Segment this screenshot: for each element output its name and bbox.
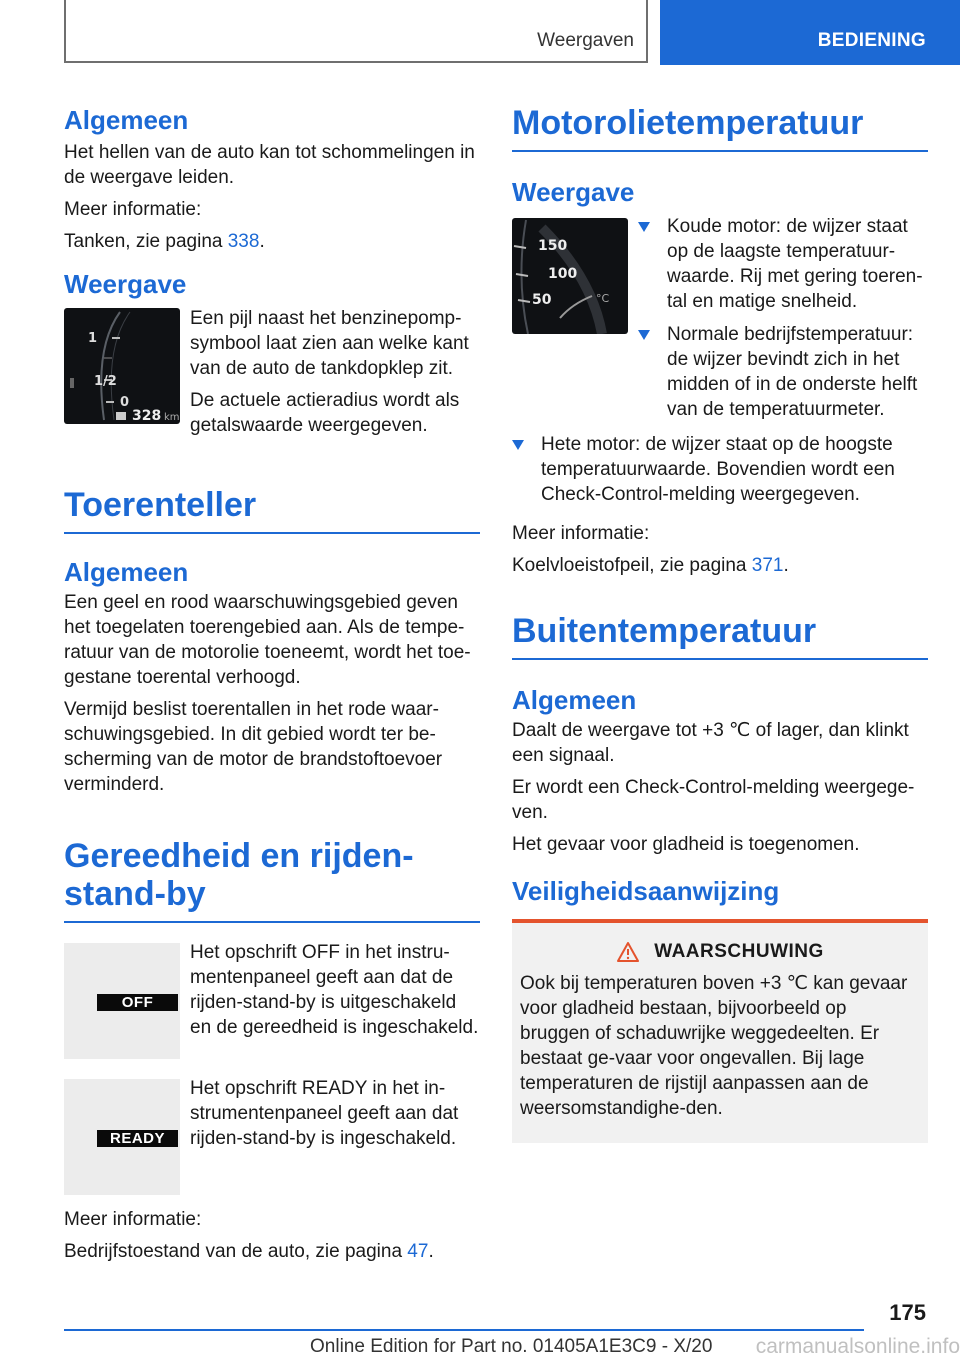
- list-item: [512, 432, 928, 507]
- range-paragraph: De actuele actieradius wordt als getalswaarde weergegeven.: [190, 390, 460, 436]
- page-link-47[interactable]: 47: [407, 1241, 429, 1262]
- header-section-title: Weergaven: [537, 30, 634, 51]
- range-value: 328: [132, 408, 162, 424]
- buiten-paragraph-2: Er wordt een Check-Control-melding weergege-ven.: [512, 777, 915, 823]
- ready-indicator-image: [64, 1079, 180, 1195]
- page-link-338[interactable]: 338: [227, 231, 260, 252]
- off-label: OFF: [97, 994, 178, 1011]
- range-unit: km: [164, 412, 180, 423]
- header-chapter-title: BEDIENING: [817, 30, 926, 51]
- gauge-label-half: 1/2: [94, 374, 117, 389]
- reference-text: Bedrijfstoestand van de auto, zie pagina: [64, 1241, 408, 1262]
- algemeen-heading: Algemeen: [64, 105, 189, 135]
- header-chapter-tab: [660, 0, 960, 65]
- motorolie-more-info: Meer informatie:: [512, 523, 650, 544]
- fuel-gauge-text: [180, 306, 480, 438]
- bullet-normal-temp: Normale bedrijfstemperatuur: de wijzer bevindt zich in het midden of in de onderste helft van de temperatuurmeter.: [667, 324, 918, 420]
- gereedheid-more-info: Meer informatie:: [64, 1209, 202, 1230]
- fuel-arrow-paragraph: Een pijl naast het benzinepomp-symbool laat zien aan welke kant van de auto de tankdopklep zit.: [190, 308, 469, 379]
- header-section-tab: [64, 0, 648, 63]
- off-indicator-image: [64, 943, 180, 1059]
- reference-text: Koelvloeistofpeil, zie pagina: [512, 555, 752, 576]
- buitentemperatuur-title: Buitentemperatuur: [512, 612, 928, 660]
- page-number: 175: [889, 1300, 926, 1325]
- warning-triangle-icon: [616, 941, 640, 963]
- gauge-label-empty: 0: [120, 395, 130, 410]
- reference-end: .: [428, 1241, 434, 1262]
- gereedheid-title-line-2: stand-by: [64, 875, 206, 913]
- oil-temperature-gauge-icon: [512, 218, 628, 334]
- toerenteller-sub-heading: Algemeen: [64, 557, 189, 587]
- watermark: carmanualsonline.info: [755, 1335, 960, 1358]
- off-paragraph: Het opschrift OFF in het instru-mentenpaneel geeft aan dat de rijden-stand-by is uitgeschakeld en de gereedheid is ingeschakeld.: [190, 942, 479, 1038]
- motorolie-title: Motorolietemperatuur: [512, 104, 928, 152]
- ready-paragraph: Het opschrift READY in het in-strumentenpaneel geeft aan dat rijden-stand-by is ingeschakeld.: [190, 1078, 459, 1149]
- off-text-block: [180, 940, 480, 1059]
- footer-edition: Online Edition for Part no. 01405A1E3C9 - X/20: [310, 1336, 713, 1357]
- buiten-paragraph-1: Daalt de weergave tot +3 ℃ of lager, dan klinkt een signaal.: [512, 720, 909, 766]
- fuel-gauge-block: [64, 306, 480, 438]
- koelvloeistof-reference: [512, 553, 928, 578]
- warning-text: Ook bij temperaturen boven +3 ℃ kan gevaar voor gladheid bestaan, bijvoorbeeld op bruggen of schaduwrijke weggedeelten. Er bestaat ge-vaar voor ongevallen. Bij lage temperaturen de rijstijl aanpassen aan de weersomstandighe-den.: [520, 973, 908, 1119]
- oil-bullet-list-nested: [638, 214, 928, 422]
- gauge-unit: °C: [596, 292, 610, 305]
- gauge-label-100: 100: [548, 266, 578, 282]
- reference-end: .: [783, 555, 789, 576]
- bullet-cold-engine: Koude motor: de wijzer staat op de laagste temperatuur-waarde. Rij met gering toeren-tal en matige snelheid.: [667, 216, 923, 312]
- triangle-bullet-icon: [512, 440, 524, 450]
- bedrijfstoestand-reference: [64, 1239, 480, 1264]
- page-link-371[interactable]: 371: [751, 555, 784, 576]
- ready-label: READY: [97, 1130, 178, 1147]
- warning-box: [512, 919, 928, 1143]
- footer-divider: [64, 1329, 864, 1331]
- warning-title: WAARSCHUWING: [654, 941, 824, 962]
- toerenteller-title: Toerenteller: [64, 486, 480, 534]
- ready-block: [64, 1079, 480, 1195]
- buiten-algemeen-heading: Algemeen: [512, 685, 637, 715]
- oil-bullet-list: [512, 432, 928, 507]
- list-item: [638, 214, 928, 314]
- triangle-bullet-icon: [638, 330, 650, 340]
- gauge-label-full: 1: [88, 331, 98, 346]
- off-block: [64, 943, 480, 1059]
- motorolie-weergave-heading: Weergave: [512, 177, 635, 207]
- gereedheid-title: [64, 837, 480, 923]
- gauge-label-150: 150: [538, 238, 568, 254]
- fuel-gauge-image: [64, 308, 180, 424]
- bullet-hot-engine: Hete motor: de wijzer staat op de hoogste temperatuurwaarde. Bovendien wordt een Check-Control-melding weergegeven.: [541, 434, 895, 505]
- toerenteller-paragraph-1: Een geel en rood waarschuwingsgebied geven het toegelaten toerengebied aan. Als de tempe-ratuur van de motorolie toeneemt, wordt het toe-gestane toerental verhoogd.: [64, 592, 471, 688]
- tanken-reference: [64, 229, 480, 254]
- triangle-bullet-icon: [638, 222, 650, 232]
- toerenteller-paragraph-2: Vermijd beslist toerentallen in het rode waar-schuwingsgebied. In dit gebied wordt ter be-scherming van de motor de brandstoftoevoer verminderd.: [64, 699, 443, 795]
- ready-text-block: [180, 1076, 480, 1195]
- reference-end: .: [259, 231, 265, 252]
- buiten-paragraph-3: Het gevaar voor gladheid is toegenomen.: [512, 834, 860, 855]
- fuel-gauge-icon: [64, 308, 180, 424]
- gereedheid-title-line-1: Gereedheid en rijden-: [64, 837, 414, 875]
- oil-gauge-block: [512, 218, 928, 430]
- oil-gauge-image: [512, 218, 628, 334]
- algemeen-paragraph: Het hellen van de auto kan tot schommelingen in de weergave leiden.: [64, 142, 475, 188]
- weergave-heading: Weergave: [64, 269, 187, 299]
- warning-header: [520, 941, 920, 963]
- left-column: [64, 100, 480, 1264]
- veiligheidsaanwijzing-heading: Veiligheidsaanwijzing: [512, 876, 780, 906]
- oil-bullets-nested: [628, 214, 928, 430]
- list-item: [638, 322, 928, 422]
- reference-text: Tanken, zie pagina: [64, 231, 228, 252]
- more-info-label: Meer informatie:: [64, 199, 202, 220]
- right-column: [512, 100, 928, 1143]
- gauge-label-50: 50: [532, 292, 552, 308]
